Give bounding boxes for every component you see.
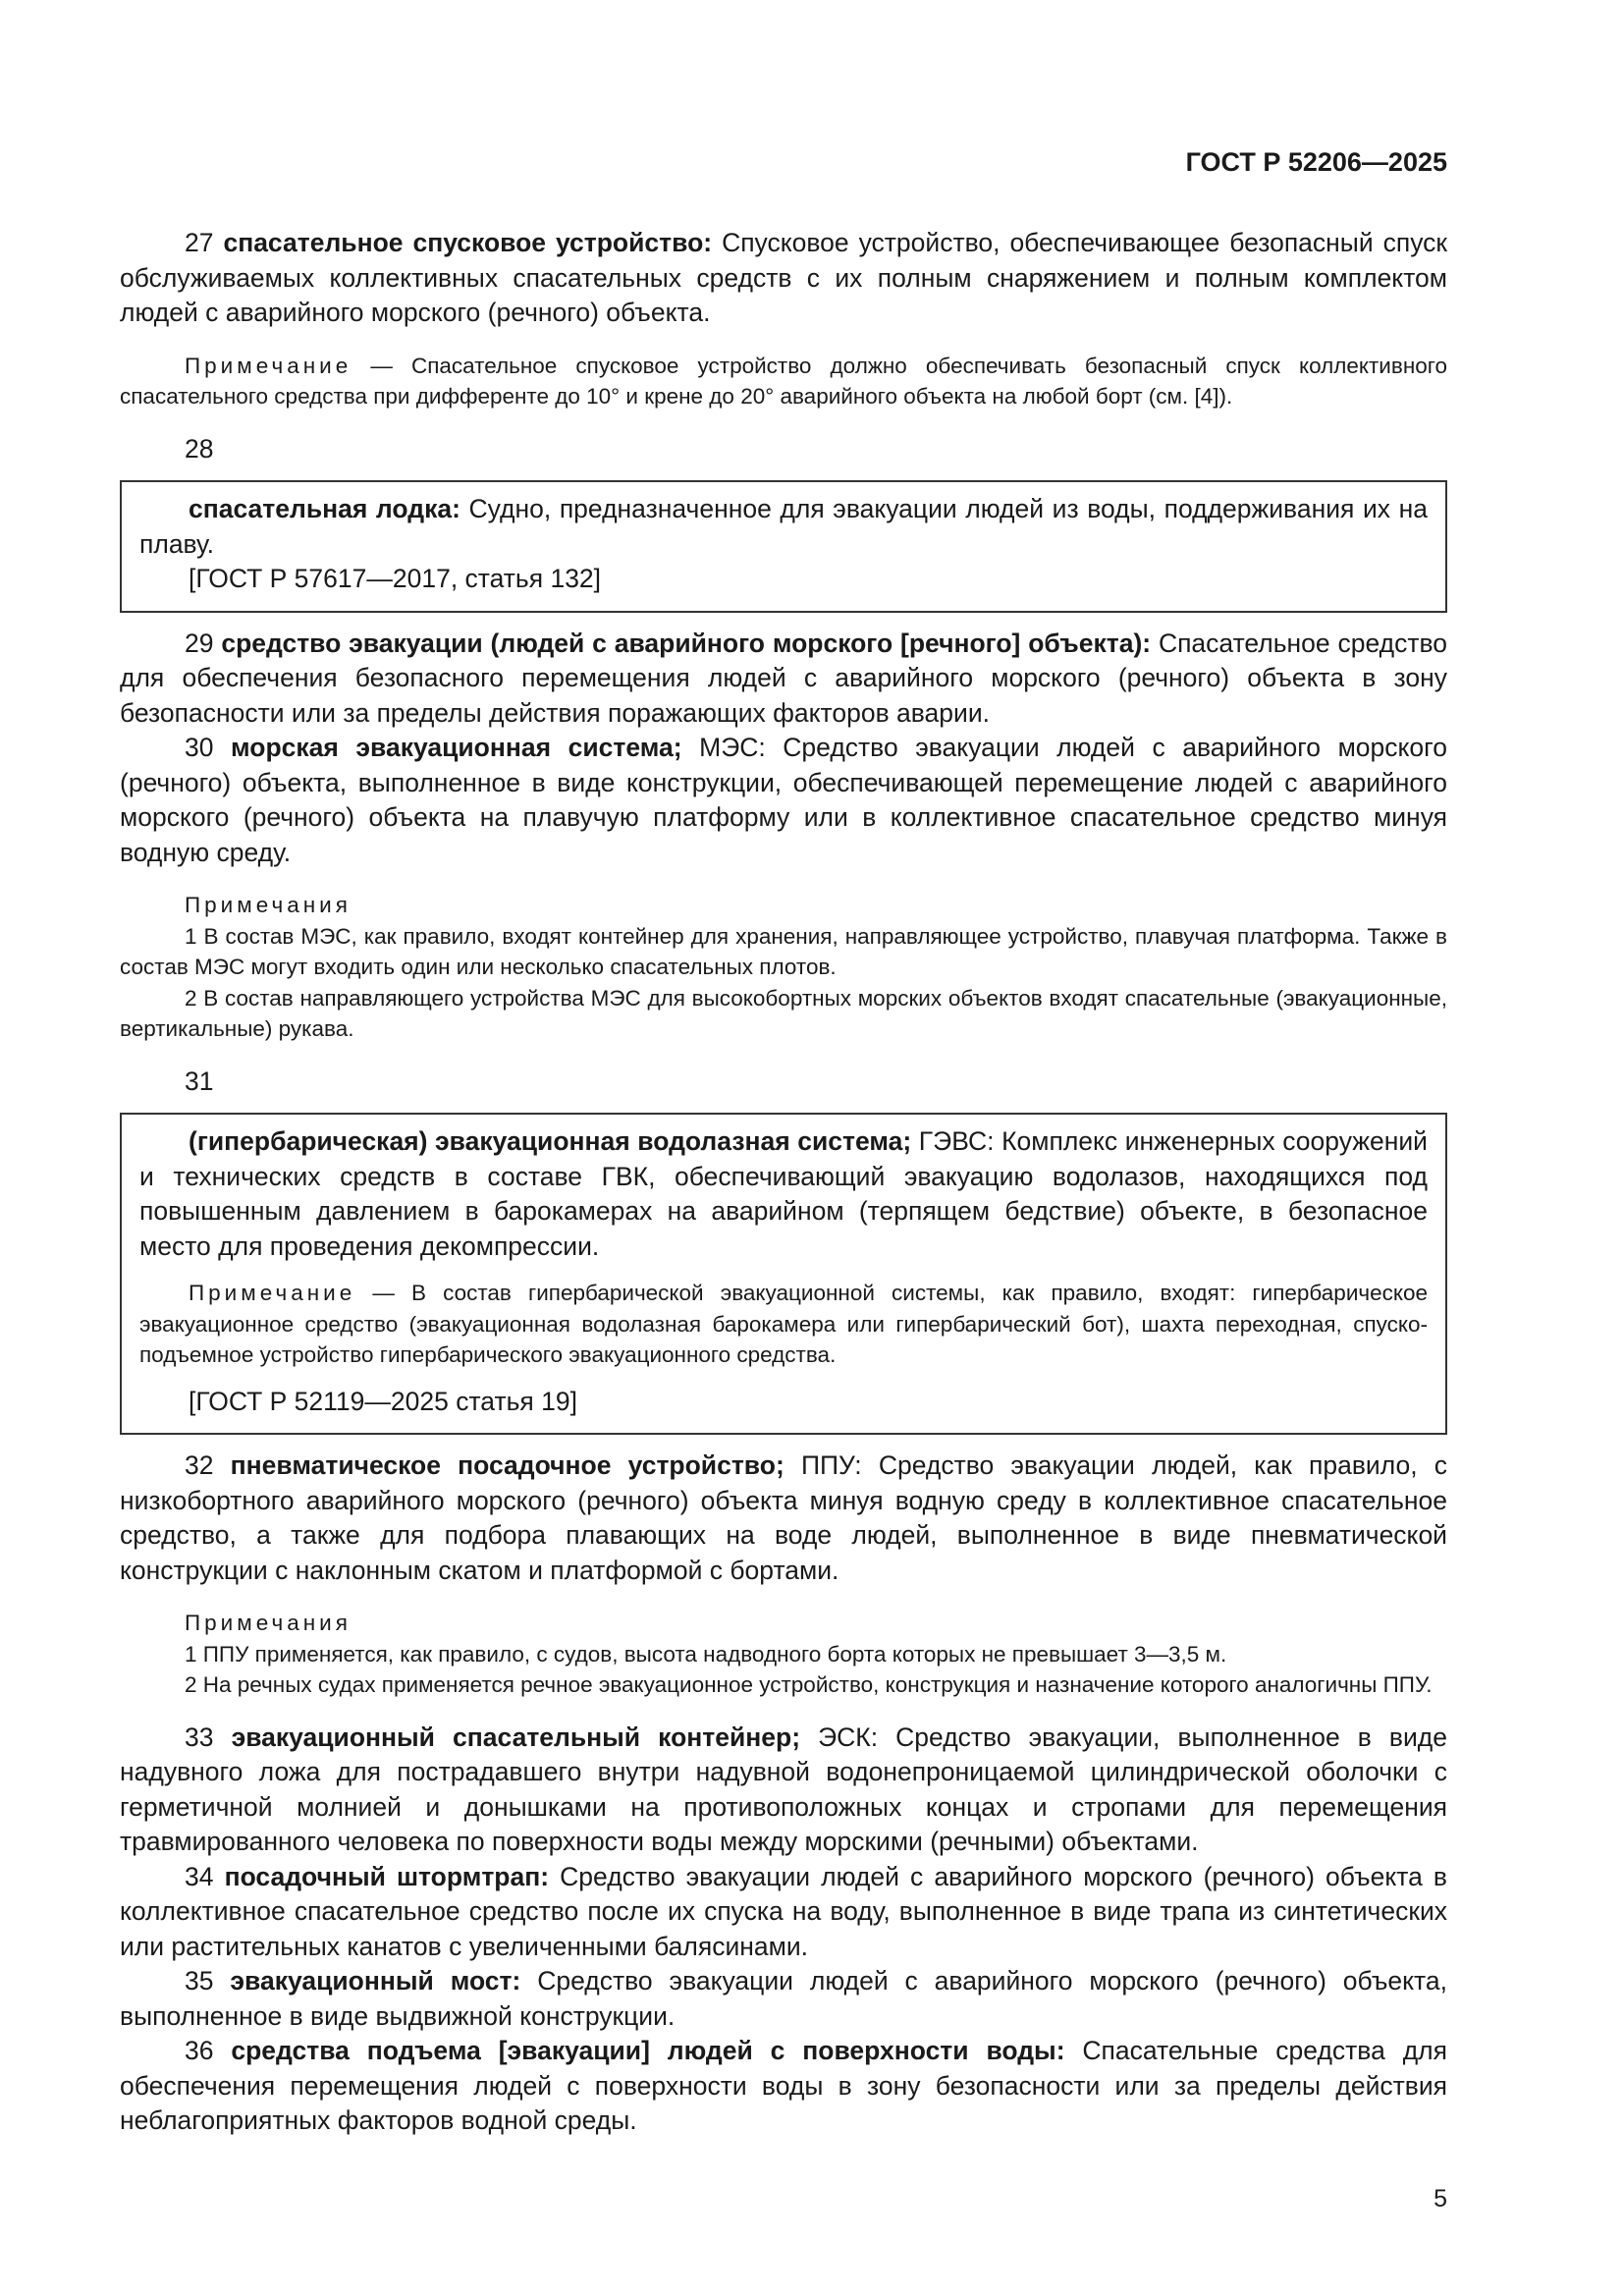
term-36: 36 средства подъема [эвакуации] людей с поверхности воды: Спасательные средства для обеспечения перемещения людей с поверхности воды в зону безопасности или за пределы действия неблагоприятных факторов водной среды. <box>120 2036 1447 2135</box>
page-body <box>120 226 1447 2139</box>
note-30-1: 1 В состав МЭС, как правило, входят контейнер для хранения, направляющее устройство, плавучая платформа. Также в состав МЭС могут входить один или несколько спасательных плотов. <box>120 923 1447 979</box>
note-32-2: 2 На речных судах применяется речное эвакуационное устройство, конструкция и назначение которого аналогичны ППУ. <box>185 1672 1433 1697</box>
term-31-number: 31 <box>185 1066 214 1096</box>
note-32-1: 1 ППУ применяется, как правило, с судов, высота надводного борта которых не превышает 3—3,5 м. <box>185 1641 1227 1667</box>
note-27: Примечание — Спасательное спусковое устройство должно обеспечивать безопасный спуск коллективного спасательного средства при дифференте до 10° и крене до 20° аварийного объекта на любой борт (см. [4]). <box>120 353 1447 409</box>
term-33: 33 эвакуационный спасательный контейнер; ЭСК: Средство эвакуации, выполненное в виде надувного ложа для пострадавшего внутри надувной водонепроницаемой цилиндрической оболочки с герметичной молнией и донышками на противоположных концах и стропами для перемещения травмированного человека по поверхности воды между морскими (речными) объектами. <box>120 1722 1447 1856</box>
notes-32-label: Примечания <box>185 1611 352 1635</box>
term-30: 30 морская эвакуационная система; МЭС: Средство эвакуации людей с аварийного морского (речного) объекта, выполненное в виде конструкции, обеспечивающей перемещение людей с аварийного морского (речного) объекта на плавучую платформу или в коллективное спасательное средство минуя водную среду. <box>120 733 1447 867</box>
term-28-box <box>120 480 1447 613</box>
term-32: 32 пневматическое посадочное устройство; ППУ: Средство эвакуации людей, как правило, с низкобортного аварийного морского (речного) объекта минуя водную среду в коллективное спасательное средство, а также для подбора плавающих на воде людей, выполненное в виде пневматической конструкции с наклонным скатом и платформой с бортами. <box>120 1450 1447 1585</box>
term-29: 29 средство эвакуации (людей с аварийного морского [речного] объекта): Спасательное средство для обеспечения безопасного перемещения людей с аварийного морского (речного) объекта в зону безопасности или за пределы действия поражающих факторов аварии. <box>120 628 1447 728</box>
term-28: спасательная лодка: Судно, предназначенное для эвакуации людей из воды, поддерживания их на плаву. <box>139 494 1428 559</box>
notes-30-label: Примечания <box>185 893 352 917</box>
page-number: 5 <box>1434 2185 1447 2213</box>
term-35: 35 эвакуационный мост: Средство эвакуации людей с аварийного морского (речного) объекта, выполненное в виде выдвижной конструкции. <box>120 1966 1447 2031</box>
term-34: 34 посадочный штормтрап: Средство эвакуации людей с аварийного морского (речного) объекта в коллективное спасательное средство после их спуска на воду, выполненное в виде трапа из синтетических или растительных канатов с увеличенными балясинами. <box>120 1861 1447 1961</box>
term-27: 27 спасательное спусковое устройство: Спусковое устройство, обеспечивающее безопасный спуск обслуживаемых коллективных спасательных средств с их полным снаряжением и полным комплектом людей с аварийного морского (речного) объекта. <box>120 228 1448 327</box>
term-28-number: 28 <box>185 433 214 464</box>
note-30-2: 2 В состав направляющего устройства МЭС для высокобортных морских объектов входят спасательные (эвакуационные, вертикальные) рукава. <box>120 985 1447 1041</box>
term-28-reference: [ГОСТ Р 57617—2017, статья 132] <box>189 564 602 593</box>
document-id: ГОСТ Р 52206—2025 <box>1185 147 1447 177</box>
term-31-box <box>120 1113 1447 1435</box>
term-31: (гипербарическая) эвакуационная водолазная система; ГЭВС: Комплекс инженерных сооружений и технических средств в составе ГВК, обеспечивающий эвакуацию водолазов, находящихся под повышенным давлением в барокамерах на аварийном (терпящем бедствие) объекте, в безопасное место для проведения декомпрессии. <box>139 1126 1428 1261</box>
note-31: Примечание — В состав гипербарической эвакуационной системы, как правило, входят: гипербарическое эвакуационное средство (эвакуационная водолазная барокамера или гипербарический бот), шахта переходная, спуско-подъемное устройство гипербарического эвакуационного средства. <box>139 1281 1428 1367</box>
term-31-reference: [ГОСТ Р 52119—2025 статья 19] <box>189 1386 577 1416</box>
